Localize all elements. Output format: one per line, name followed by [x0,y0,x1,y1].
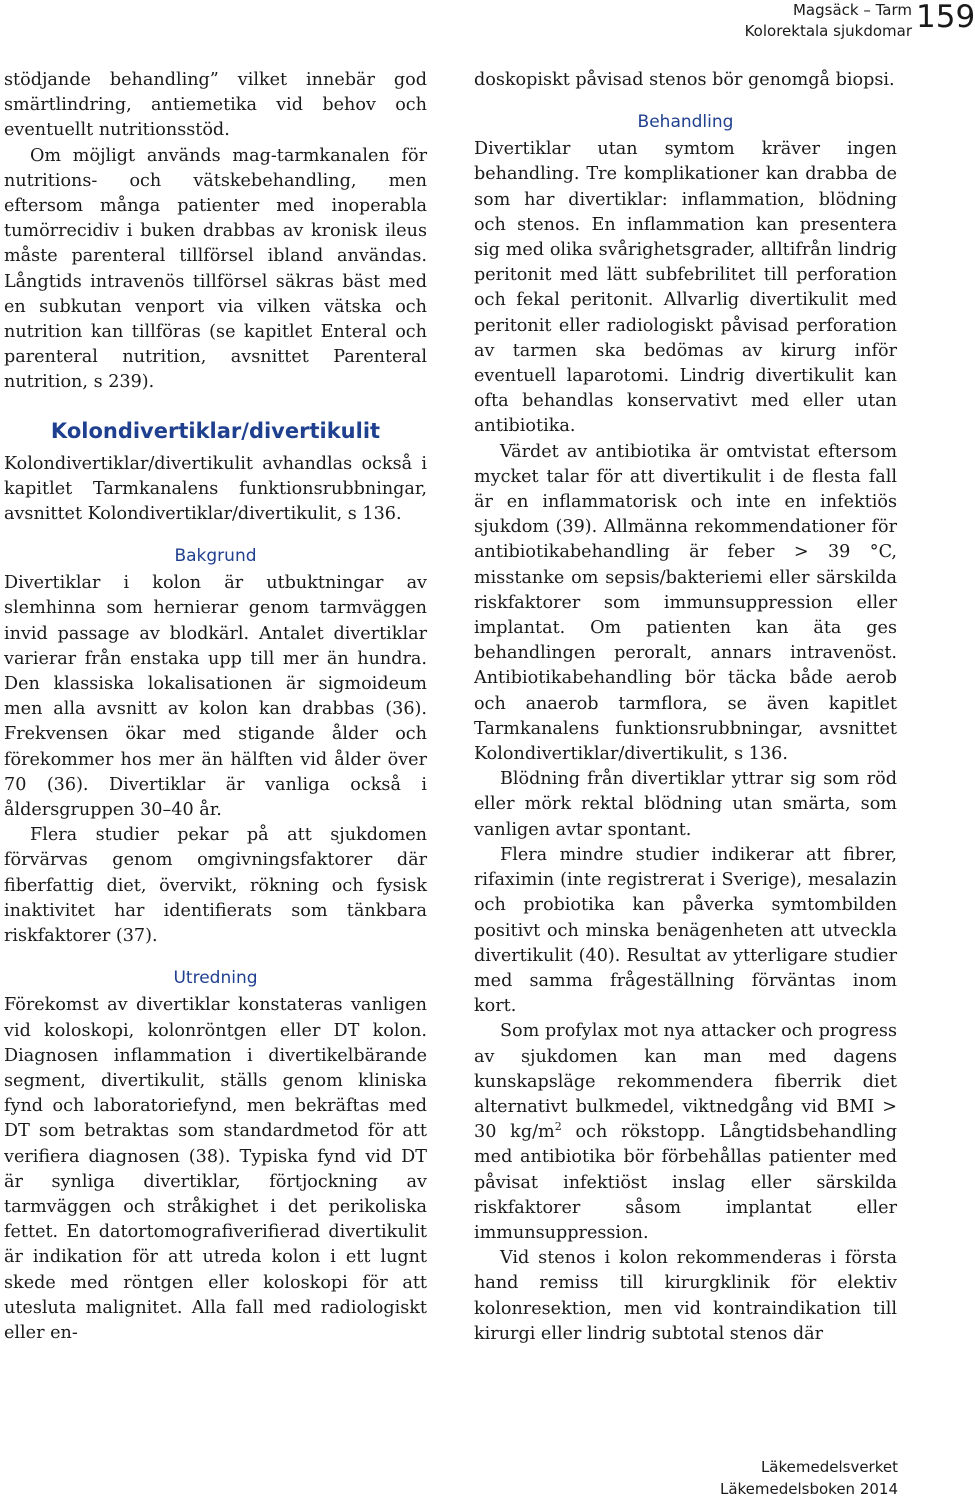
paragraph: Om möjligt används mag-tarmkanalen för nutritions- och vätskebehandling, men eftersom många patienter med inoperabla tumörrecidiv i buken drabbas av kronisk ileus måste parenteral tillförsel ibland användas. Långtids intravenös tillförsel säkras bäst med en subkutan venport via vilken vätska och nutrition kan tillföras (se kapitlet Enteral och parenteral nutrition, avsnittet Parenteral nutrition, s 239). [4,145,427,393]
header-section: Magsäck – Tarm [792,1,912,19]
running-header [745,0,912,42]
section-heading-divertikel: Kolondivertiklar/divertikulit [50,418,381,443]
paragraph: Flera studier pekar på att sjukdomen förvärvas genom omgivningsfaktorer där fiberfattig diet, övervikt, rökning och fysisk inaktivitet har identifierats som tänkbara riskfaktorer (37). [4,825,427,947]
footer-publisher: Läkemedelsverket [760,1458,898,1476]
text-run: Som profylax mot nya attacker och progress av sjukdomen kan man med dagens kunskapsläge rekommendera fiberrik diet alternativt bulkmedel, viktnedgång vid BMI > 30 kg/m [474,1021,897,1143]
header-subsection: Kolorektala sjukdomar [744,22,912,40]
footer-book: Läkemedelsboken 2014 [719,1480,898,1498]
paragraph: Blödning från divertiklar yttrar sig som röd eller mörk rektal blödning utan smärta, som vanligen avtar spontant. [474,769,897,840]
page-number: 159 [916,0,975,35]
paragraph: Divertiklar i kolon är utbuktningar av slemhinna som hernierar genom tarmväggen invid passage av blodkärl. Antalet divertiklar varierar från enstaka upp till mer än hundra. Den klassiska lokalisationen är sigmoideum men alla avsnitt av kolon kan drabbas (36). Frekvensen ökar med stigande ålder och förekommer hos mer än hälften vid ålder över 70 (36). Divertiklar är vanliga också i åldersgruppen 30–40 år. [4,573,427,821]
paragraph: Vid stenos i kolon rekommenderas i första hand remiss till kirurgklinik för elektiv kolonresektion, men vid kontraindikation till kirurgi eller lindrig subtotal stenos där [474,1248,897,1344]
paragraph: Flera mindre studier indikerar att fibrer, rifaximin (inte registrerat i Sverige), mesalazin och probiotika kan påverka symtombilden positivt och minska benägenheten att utveckla divertikulit (40). Resultat av ytterligare studier med samma frågeställning förväntas inom kort. [474,844,897,1017]
paragraph: Divertiklar utan symtom kräver ingen behandling. Tre komplikationer kan drabba de som har divertiklar: inflammation, blödning och stenos. En inflammation kan presentera sig med olika svårighetsgrader, alltifrån lindrig peritonit med lätt subfebrilitet till perforation och fekal peritonit. Allvarlig divertikulit med peritonit eller radiologiskt påvisad perforation av tarmen ska bedömas av kirurg inför eventuell laparotomi. Lindrig divertikulit kan ofta behandlas konservativt med eller utan antibiotika. [474,139,897,437]
paragraph: stödjande behandling” vilket innebär god smärtlindring, antiemetika vid behov och eventuellt nutritionsstöd. [4,70,427,141]
paragraph [474,1019,897,1246]
subheading-behandling: Behandling [637,112,734,133]
left-column [4,68,427,1346]
text-run: och rökstopp. Långtidsbehandling med antibiotika bör förbehållas patienter med påvisat infektiöst inslag eller särskilda riskfaktorer såsom implantat eller immunsuppression. [474,1122,898,1243]
paragraph: doskopiskt påvisad stenos bör genomgå biopsi. [474,70,895,90]
page-footer [720,1456,898,1500]
paragraph: Värdet av antibiotika är omtvistat eftersom mycket talar för att divertikulit i de flesta fall är en inflammatorisk och inte en infektiös sjukdom (39). Allmänna rekommendationer för antibiotikabehandling är feber > 39 °C, misstanke om sepsis/bakteriemi eller särskilda riskfaktorer som immunsuppression eller implantat. Om patienten kan äta ges behandlingen peroralt, annars intravenöst. Antibiotikabehandling bör täcka både aerob och anaerob tarmflora, se även kapitlet Tarmkanalens funktionsrubbningar, avsnittet Kolondivertiklar/divertikulit, s 136. [474,441,897,765]
paragraph: Förekomst av divertiklar konstateras vanligen vid koloskopi, kolonröntgen eller DT kolon. Diagnosen inflammation i divertikelbärande segment, divertikulit, ställs genom kliniska fynd och laboratoriefynd, men bekräftas med DT som betraktas som standardmetod för att verifiera diagnosen (38). Typiska fynd vid DT är synliga divertiklar, förtjockning av tarmväggen och stråkighet i det perikoliska fettet. En datortomografiverifierad divertikulit är indikation för att utreda kolon i ett lugnt skede med röntgen eller koloskopi för att utesluta malignitet. Alla fall med radiologiskt eller en- [4,995,427,1343]
right-column [474,68,897,1347]
paragraph: Kolondivertiklar/divertikulit avhandlas också i kapitlet Tarmkanalens funktionsrubbningar, avsnittet Kolondivertiklar/divertikulit, s 136. [4,453,427,525]
subheading-bakgrund: Bakgrund [174,546,257,567]
subheading-utredning: Utredning [173,968,258,989]
superscript: 2 [554,1120,562,1134]
